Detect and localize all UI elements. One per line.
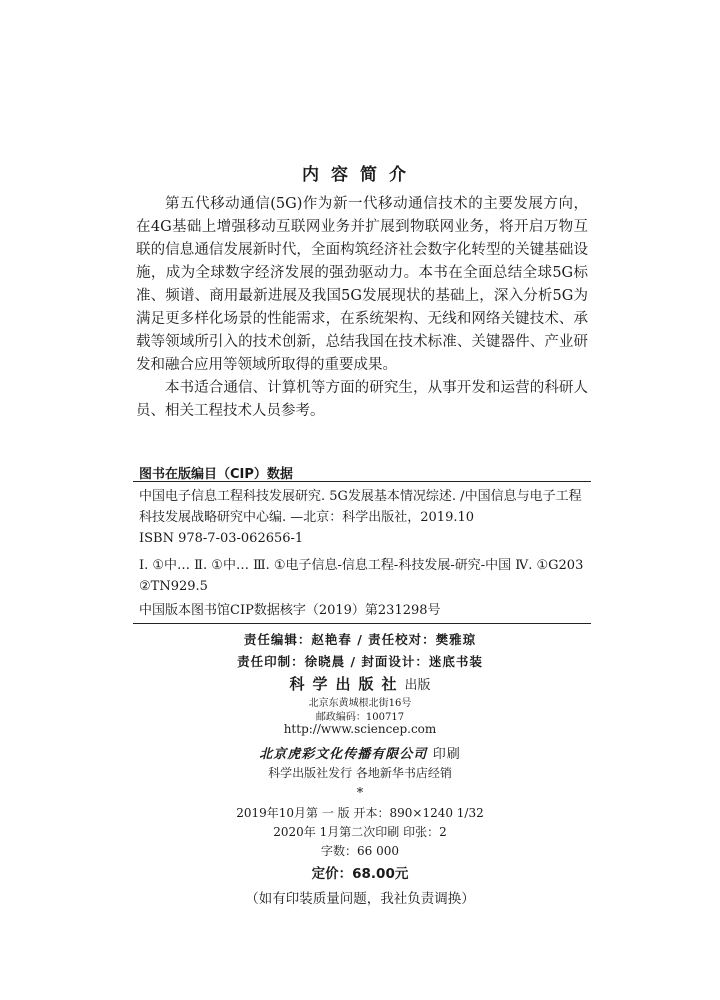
cip-isbn: ISBN 978-7-03-062656-1 [139,531,304,546]
publisher-postcode: 邮政编码：100717 [315,712,405,723]
cip-heading: 图书在版编目（CIP）数据 [139,467,293,482]
summary-title: 内容简介 [302,165,418,185]
summary-text [136,193,588,423]
printer-suffix: 印刷 [432,747,461,762]
edition-second: 2020年 1月第二次印刷 印张：2 [273,825,447,839]
publisher-website: http://www.sciencep.com [283,722,437,736]
cip-bottom-rule [133,623,591,624]
summary-paragraph-1: 第五代移动通信(5G)作为新一代移动通信技术的主要发展方向，在4G基础上增强移动互联网业务并扩展到物联网业务，将开启万物互联的信息通信发展新时代，全面构筑经济社会数字化转型的关键基础设施，成为全球数字经济发展的强劲驱动力。本书在全面总结全球5G标准、频谱、商用最新进展及我国5G发展现状的基础上，深入分析5G为满足更多样化场景的性能需求，在系统架构、无线和网络关键技术、承载等领域所引入的技术创新，总结我国在技术标准、关键器件、产业研发和融合应用等领域所取得的重要成果。 [136,196,588,373]
word-count: 字数：66 000 [321,844,399,858]
printer-name: 北京虎彩文化传播有限公司 [259,747,428,762]
cip-classification: Ⅰ. ①中… Ⅱ. ①中… Ⅲ. ①电子信息-信息工程-科技发展-研究-中国 Ⅳ. ①G203 ②TN929.5 [139,558,584,594]
summary-paragraph-2: 本书适合通信、计算机等方面的研究生，从事开发和运营的科研人员、相关工程技术人员参考。 [136,380,588,419]
cip-top-rule [133,481,591,482]
publisher-name: 科学出版社 [289,675,405,693]
publisher-suffix: 出版 [404,678,431,693]
separator-star: * [356,786,364,801]
quality-notice: （如有印装质量问题，我社负责调换） [245,891,475,907]
price: 定价：68.00元 [311,866,409,882]
credits-editors: 责任编辑：赵艳春 / 责任校对：樊雅琼 [243,632,477,647]
cip-record: 中国版本图书馆CIP数据核字（2019）第231298号 [139,603,441,618]
publisher-address: 北京东黄城根北街16号 [308,698,412,709]
printer-line [0,743,720,762]
credits-print-design: 责任印制：徐晓晨 / 封面设计：迷底书装 [237,654,483,669]
distribution-line: 科学出版社发行 各地新华书店经销 [268,766,452,780]
publisher-line [0,673,720,694]
edition-first: 2019年10月第 一 版 开本：890×1240 1/32 [236,806,484,820]
cip-entry: 中国电子信息工程科技发展研究. 5G发展基本情况综述. /中国信息与电子工程科技发展战略研究中心编. —北京：科学出版社，2019.10 [139,489,582,525]
